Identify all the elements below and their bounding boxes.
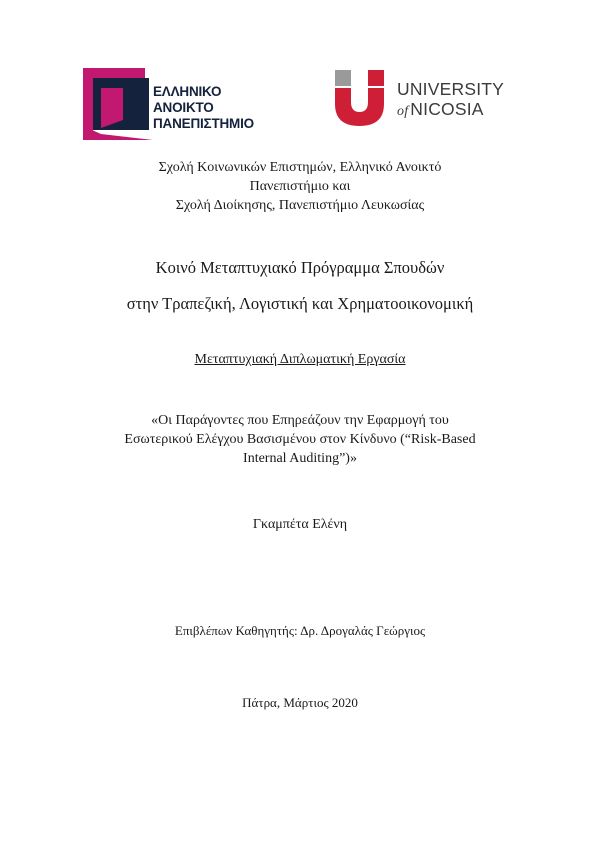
unic-logo-nicosia: NICOSIA (410, 99, 484, 119)
document-type (0, 350, 600, 369)
supervisor: Επιβλέπων Καθηγητής: Δρ. Δρογαλάς Γεώργιος (174, 623, 426, 638)
program-line-1: Κοινό Μεταπτυχιακό Πρόγραμμα Σπουδών (155, 258, 445, 277)
hou-logo-text (153, 84, 254, 132)
place-date: Πάτρα, Μάρτιος 2020 (242, 695, 358, 710)
hou-emblem-icon (83, 68, 153, 140)
document-type-label: Μεταπτυχιακή Διπλωματική Εργασία (194, 352, 406, 367)
school-affiliation (0, 158, 600, 215)
logos-header (0, 68, 600, 143)
author-name: Γκαμπέτα Ελένη (252, 517, 348, 532)
hou-logo-line-2: ΑΝΟΙΚΤΟ (153, 100, 214, 115)
unic-logo-university: UNIVERSITY (397, 79, 505, 99)
thesis-title (0, 411, 600, 468)
unic-shield-icon (335, 70, 384, 126)
school-line-3: Σχολή Διοίκησης, Πανεπιστήμιο Λευκωσίας (175, 198, 425, 213)
hou-logo-line-3: ΠΑΝΕΠΙΣΤΗΜΙΟ (153, 116, 254, 131)
school-line-2: Πανεπιστήμιο και (249, 179, 351, 194)
title-line-2: Εσωτερικού Ελέγχου Βασισμένου στον Κίνδυνο (“Risk-Based (124, 432, 476, 447)
hellenic-open-university-logo (83, 68, 273, 143)
title-line-3: Internal Auditing”)» (243, 451, 357, 466)
school-line-1: Σχολή Κοινωνικών Επιστημών, Ελληνικό Ανοικτό (158, 160, 442, 175)
university-of-nicosia-logo (335, 70, 515, 130)
title-line-1: «Οι Παράγοντες που Επηρεάζουν την Εφαρμογή του (151, 413, 449, 428)
unic-logo-text (397, 79, 504, 122)
unic-logo-of: of (397, 104, 409, 119)
program-name (0, 250, 600, 322)
program-line-2: στην Τραπεζική, Λογιστική και Χρηματοοικονομική (126, 294, 474, 313)
unic-logo-nicosia-line (397, 99, 504, 122)
hou-logo-line-1: ΕΛΛΗΝΙΚΟ (153, 84, 222, 99)
